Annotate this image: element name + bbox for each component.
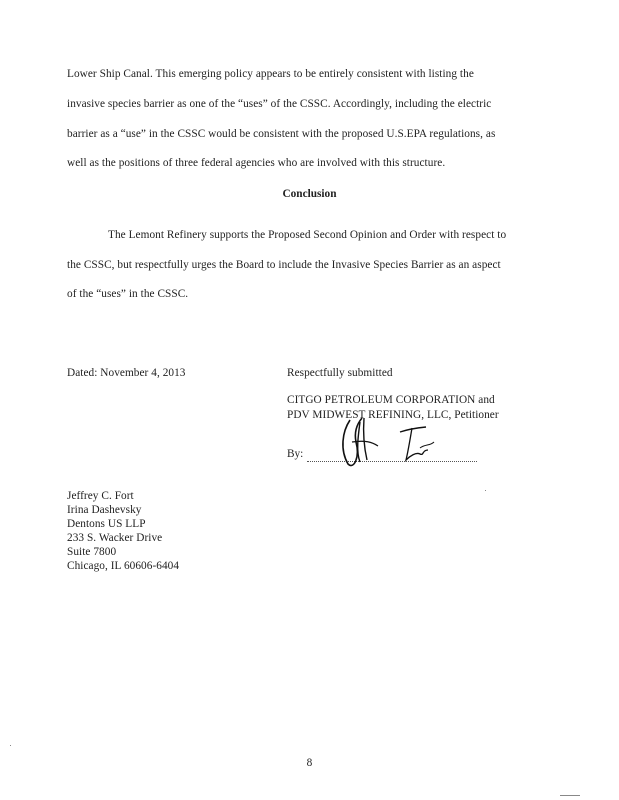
conclusion-line-2: the CSSC, but respectfully urges the Board to include the Invasive Species Barrier as an aspect <box>67 259 501 271</box>
counsel-line-2: Irina Dashevsky <box>67 504 142 516</box>
counsel-line-6: Chicago, IL 60606-6404 <box>67 560 180 572</box>
conclusion-line-1: The Lemont Refinery supports the Proposed Second Opinion and Order with respect to <box>108 229 507 241</box>
body-line-2: invasive species barrier as one of the “uses” of the CSSC. Accordingly, including the electric <box>67 98 492 110</box>
body-line-1: Lower Ship Canal. This emerging policy appears to be entirely consistent with listing the <box>67 68 474 80</box>
closing-text: Respectfully submitted <box>287 367 393 379</box>
counsel-line-1: Jeffrey C. Fort <box>67 490 134 502</box>
counsel-line-5: Suite 7800 <box>67 546 117 558</box>
scan-speck <box>560 795 580 796</box>
party-line-1: CITGO PETROLEUM CORPORATION and <box>287 394 495 406</box>
page-number: 8 <box>306 757 313 769</box>
party-line-2: PDV MIDWEST REFINING, LLC, Petitioner <box>287 409 499 421</box>
body-line-3: barrier as a “use” in the CSSC would be consistent with the proposed U.S.EPA regulations, as <box>67 128 496 140</box>
section-heading: Conclusion <box>282 188 337 200</box>
counsel-line-4: 233 S. Wacker Drive <box>67 532 163 544</box>
counsel-line-3: Dentons US LLP <box>67 518 146 530</box>
scan-speck <box>485 490 486 491</box>
scan-speck <box>10 745 11 746</box>
by-label: By: <box>287 448 304 460</box>
date-line: Dated: November 4, 2013 <box>67 367 186 379</box>
conclusion-line-3: of the “uses” in the CSSC. <box>67 288 189 300</box>
handwritten-signature <box>330 412 460 472</box>
body-line-4: well as the positions of three federal agencies who are involved with this structure. <box>67 157 446 169</box>
